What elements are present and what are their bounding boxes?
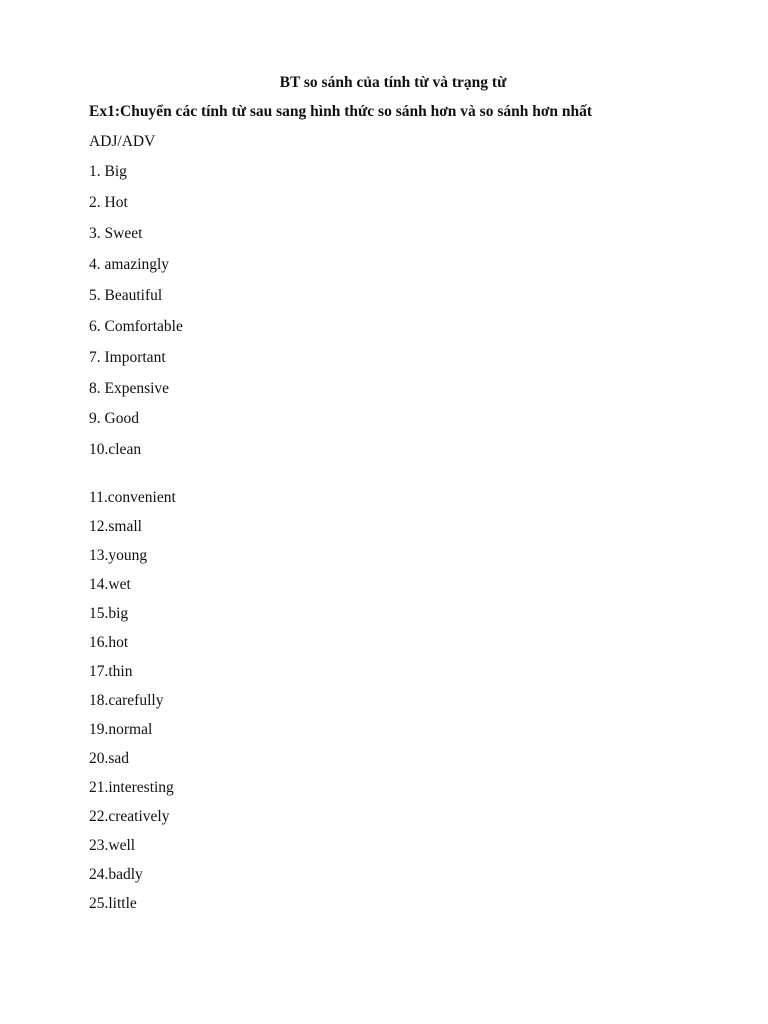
list-item: 9. Good [89, 410, 139, 427]
list-item: 22.creatively [89, 808, 170, 825]
list-item: 12.small [89, 518, 142, 535]
list-item: 24.badly [89, 866, 143, 883]
list-item: 21.interesting [89, 779, 174, 796]
list-item: 14.wet [89, 576, 131, 593]
list-item: 6. Comfortable [89, 318, 183, 335]
document-title: BT so sánh của tính từ và trạng từ [279, 74, 507, 91]
list-item: 11.convenient [89, 489, 176, 506]
list-item: 4. amazingly [89, 256, 170, 273]
list-item: 17.thin [89, 663, 133, 680]
list-item: 25.little [89, 895, 137, 912]
list-item: 7. Important [89, 349, 166, 366]
list-item: 10.clean [89, 441, 142, 458]
list-item: 3. Sweet [89, 225, 143, 242]
list-item: 18.carefully [89, 692, 164, 709]
list-item: 2. Hot [89, 194, 128, 211]
list-item: 23.well [89, 837, 136, 854]
list-item: 1. Big [89, 163, 127, 180]
list-item: 15.big [89, 605, 129, 622]
list-item: 19.normal [89, 721, 153, 738]
list-item: 13.young [89, 547, 148, 564]
list-item: 20.sad [89, 750, 130, 767]
exercise-heading: Ex1:Chuyển các tính từ sau sang hình thức so sánh hơn và so sánh hơn nhất [89, 103, 593, 120]
list-item: 5. Beautiful [89, 287, 163, 304]
list-item: 8. Expensive [89, 380, 170, 397]
subheading: ADJ/ADV [89, 133, 156, 150]
list-item: 16.hot [89, 634, 129, 651]
